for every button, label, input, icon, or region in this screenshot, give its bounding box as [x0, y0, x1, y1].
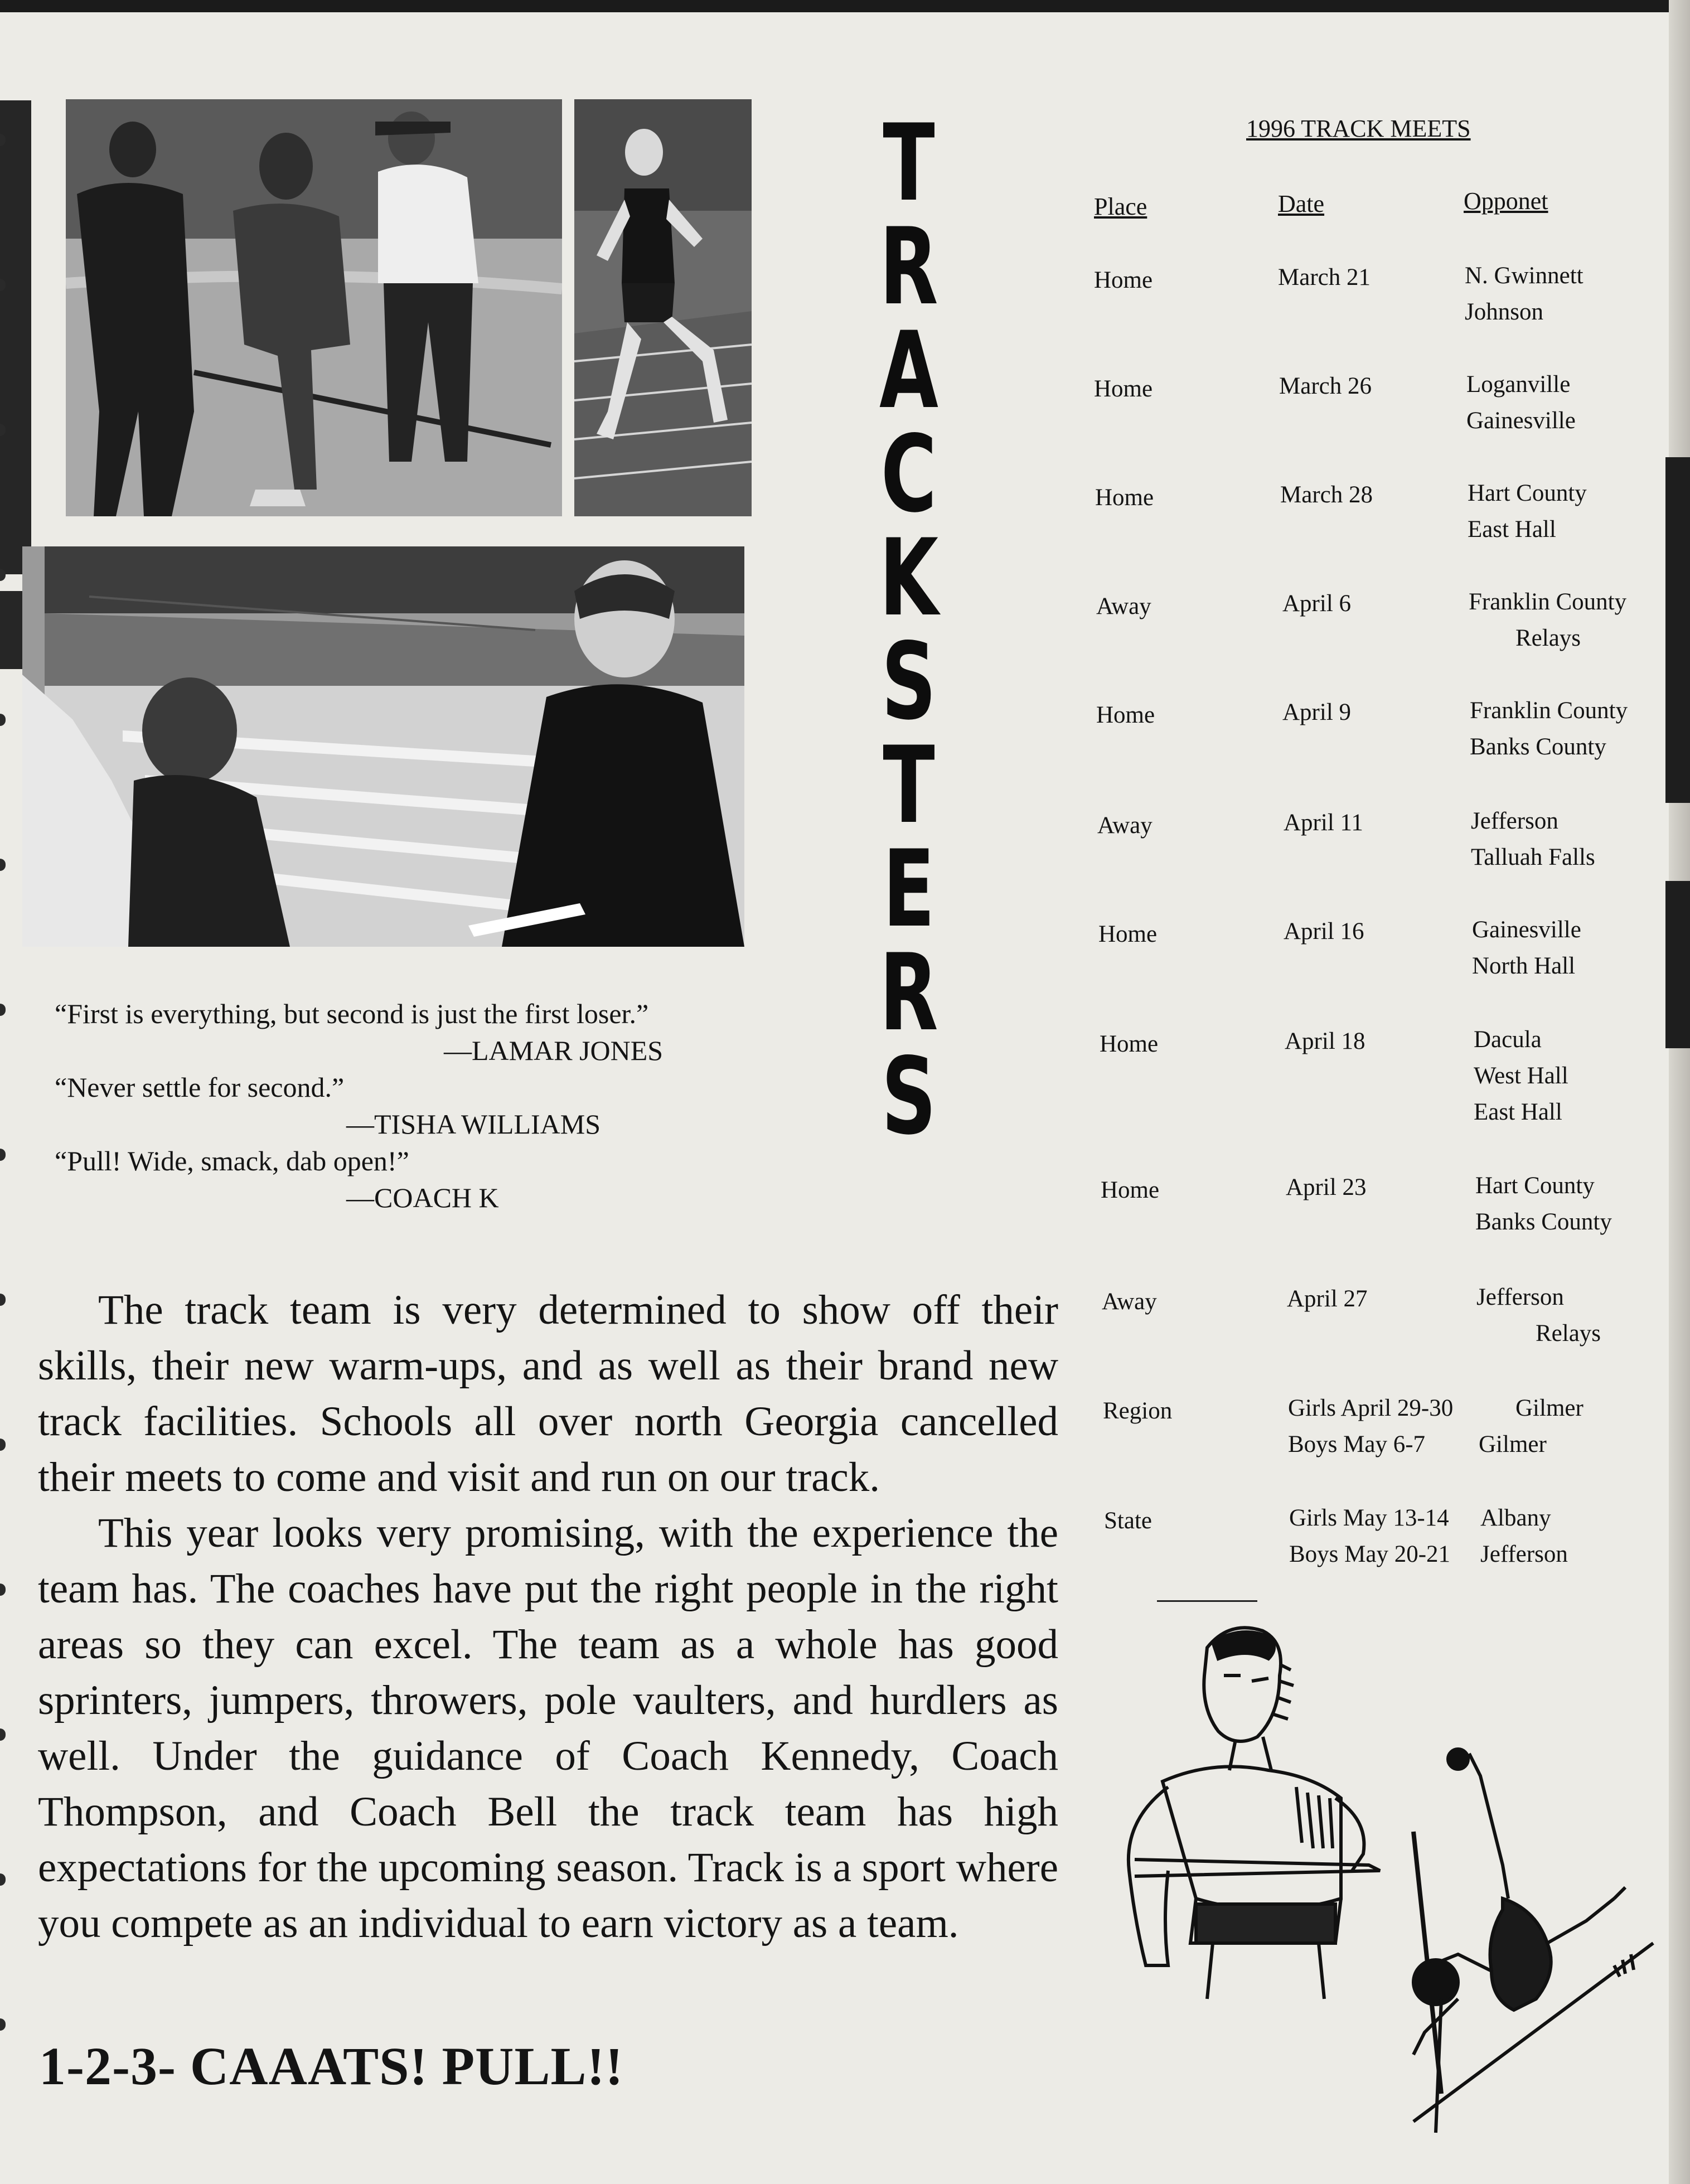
- quote-text: “Pull! Wide, smack, dab open!”: [55, 1145, 409, 1176]
- schedule-opponent: North Hall: [1472, 953, 1576, 979]
- schedule-place: Region: [1103, 1398, 1173, 1424]
- schedule-opponent: Franklin County: [1469, 589, 1627, 615]
- schedule-opponent: Relays: [1536, 1320, 1601, 1347]
- schedule-opponent: Gainesville: [1472, 917, 1581, 943]
- binding-hole: [0, 1439, 6, 1451]
- article-paragraph: This year looks very promising, with the experience the team has. The coaches have put the right people in the right areas so they can excel. The team as a whole has good sprinters, jumpers, throwers, pole vaulters, and hurdlers as well. Under the guidance of Coach Kennedy, Coach Thompson, and Coach Bell the track team has high expectations for the upcoming season. Track is a sport where you compete as an individual to earn victory as a team.: [38, 1510, 1058, 1946]
- schedule-place: Home: [1095, 485, 1154, 511]
- schedule-date: Girls May 13-14: [1289, 1505, 1449, 1531]
- schedule-header-place: Place: [1094, 193, 1147, 220]
- adjacent-page-strip: [1665, 457, 1690, 803]
- article-body: [38, 1282, 1058, 1951]
- schedule-place: Home: [1094, 376, 1153, 402]
- schedule-place: Away: [1097, 812, 1153, 839]
- schedule-opponent: Banks County: [1475, 1209, 1612, 1235]
- schedule-header-opponent: Opponet: [1464, 187, 1548, 215]
- title-letter: R: [879, 931, 938, 1054]
- divider-line: [1157, 1600, 1257, 1602]
- schedule-opponent: Hart County: [1468, 480, 1587, 506]
- title-letter: E: [883, 827, 935, 951]
- schedule-opponent: Gilmer: [1479, 1431, 1547, 1457]
- quote-text: “Never settle for second.”: [55, 1072, 345, 1103]
- binding-hole: [0, 1149, 6, 1161]
- schedule-place: Home: [1094, 267, 1153, 293]
- schedule-place: Home: [1096, 702, 1155, 728]
- schedule-opponent: Loganville: [1466, 371, 1571, 398]
- photo-coach-in-bleachers: [22, 546, 744, 947]
- scan-top-edge: [0, 0, 1690, 12]
- title-letter: S: [881, 1035, 937, 1158]
- scan-right-edge: [1669, 0, 1690, 2184]
- quote-text: “First is everything, but second is just the first loser.”: [55, 998, 649, 1029]
- title-letter: C: [880, 413, 937, 536]
- schedule-place: Away: [1102, 1289, 1157, 1315]
- schedule-opponent: Relays: [1515, 625, 1581, 651]
- schedule-opponent: Gainesville: [1466, 408, 1576, 434]
- title-letter: S: [881, 620, 937, 743]
- title-letter: R: [879, 205, 938, 328]
- schedule-date: April 27: [1287, 1286, 1368, 1312]
- binding-hole: [0, 1583, 6, 1596]
- schedule-opponent: Talluah Falls: [1471, 844, 1595, 870]
- schedule-place: Home: [1101, 1177, 1160, 1203]
- binding-hole: [0, 1728, 6, 1741]
- schedule-date: April 18: [1285, 1028, 1365, 1054]
- athletes-illustration: [1101, 1609, 1659, 2138]
- schedule-date: March 26: [1279, 373, 1372, 399]
- photo-coaches-on-field: [66, 99, 562, 516]
- binding-photo-strip: [0, 100, 31, 574]
- binding-hole: [0, 1004, 6, 1016]
- schedule-place: State: [1104, 1508, 1152, 1534]
- schedule-opponent: Jefferson: [1476, 1284, 1564, 1310]
- quote-author: —COACH K: [346, 1182, 499, 1213]
- adjacent-page-strip: [1665, 881, 1690, 1048]
- schedule-title: 1996 TRACK MEETS: [1246, 115, 1471, 142]
- title-letter: T: [883, 724, 935, 847]
- quote-author: —TISHA WILLIAMS: [346, 1108, 601, 1140]
- schedule-opponent: Banks County: [1470, 734, 1606, 760]
- binding-hole: [0, 859, 6, 871]
- team-slogan: 1-2-3- CAAATS! PULL!!: [39, 2036, 624, 2096]
- schedule-header-date: Date: [1278, 190, 1325, 217]
- schedule-place: Home: [1098, 921, 1158, 947]
- binding-hole: [0, 1294, 6, 1306]
- article-paragraph: The track team is very determined to show off their skills, their new warm-ups, and as well as their brand new track facilities. Schools all over north Georgia cancelled their meets to come and visit and run on our track.: [38, 1287, 1058, 1500]
- schedule-date: March 21: [1278, 264, 1371, 290]
- quote-author: —LAMAR JONES: [444, 1035, 664, 1066]
- schedule-date: April 23: [1286, 1174, 1367, 1200]
- binding-hole: [0, 2018, 6, 2031]
- title-letter: A: [879, 309, 938, 432]
- quotes-block: [55, 995, 752, 1216]
- schedule-opponent: East Hall: [1474, 1099, 1562, 1125]
- schedule-opponent: Gilmer: [1515, 1395, 1584, 1421]
- schedule-date: April 9: [1282, 699, 1352, 725]
- schedule-date: April 16: [1284, 918, 1364, 945]
- schedule-opponent: Johnson: [1465, 299, 1543, 325]
- schedule-date: Boys May 20-21: [1289, 1541, 1451, 1567]
- schedule-opponent: Hart County: [1475, 1173, 1595, 1199]
- photo-runner-on-track: [574, 99, 752, 516]
- schedule-date: March 28: [1280, 482, 1373, 508]
- schedule-date: April 11: [1284, 810, 1363, 836]
- schedule-opponent: West Hall: [1474, 1063, 1568, 1089]
- binding-hole: [0, 1873, 6, 1886]
- schedule-place: Home: [1100, 1031, 1159, 1057]
- title-letter: K: [879, 516, 938, 640]
- schedule-opponent: East Hall: [1468, 516, 1556, 543]
- title-letter: T: [883, 101, 935, 225]
- schedule-opponent: Dacula: [1474, 1026, 1542, 1053]
- schedule-opponent: Jefferson: [1480, 1541, 1568, 1567]
- schedule-opponent: Jefferson: [1471, 808, 1558, 834]
- schedule-place: Away: [1096, 593, 1151, 619]
- schedule-opponent: Franklin County: [1470, 698, 1628, 724]
- schedule-date: April 6: [1282, 590, 1352, 617]
- schedule-date: Girls April 29-30: [1288, 1395, 1454, 1421]
- schedule-opponent: N. Gwinnett: [1465, 263, 1584, 289]
- schedule-date: Boys May 6-7: [1288, 1431, 1426, 1457]
- schedule-opponent: Albany: [1480, 1505, 1551, 1531]
- vertical-page-title: [853, 101, 965, 1158]
- binding-hole: [0, 714, 6, 726]
